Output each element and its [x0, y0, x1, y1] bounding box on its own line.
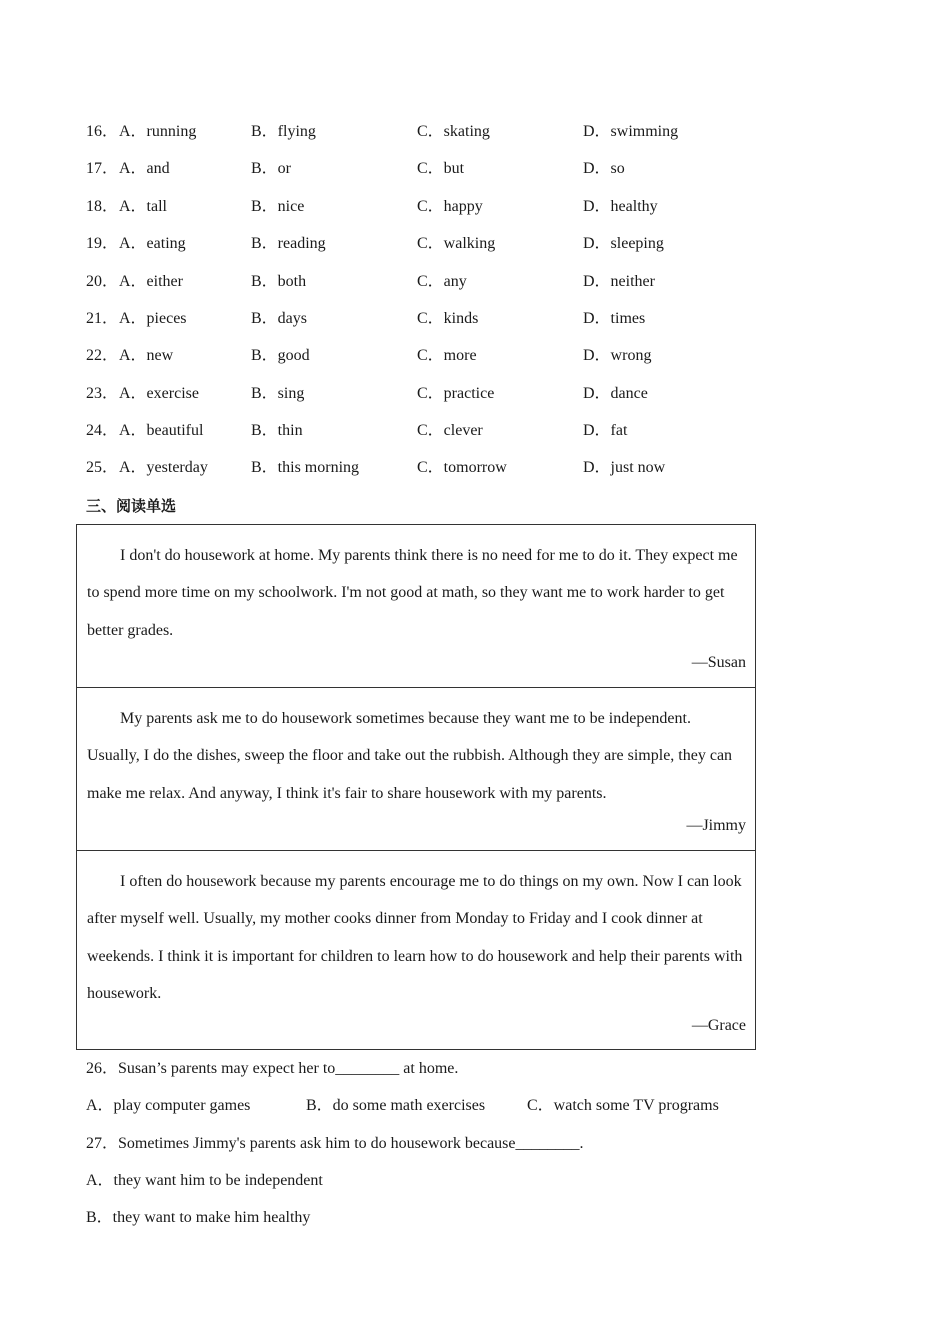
- option-row-25: [86, 456, 746, 480]
- option-row-17: [86, 157, 746, 181]
- question-27-stem: 27．Sometimes Jimmy's parents ask him to do housework because________.: [86, 1135, 584, 1152]
- passage-text: My parents ask me to do housework sometimes because they want me to be independent. Usually, I do the dishes, sweep the floor and take out the rubbish. Although they are simple, they can make me relax. And anyway, I think it's fair to share housework with my parents.: [87, 710, 733, 802]
- option-d[interactable]: D．just now: [583, 459, 666, 476]
- question-number: 24．: [86, 422, 119, 439]
- option-c[interactable]: C．skating: [417, 123, 490, 140]
- question-number: 20．: [86, 273, 119, 290]
- option-a[interactable]: A．they want him to be independent: [86, 1172, 323, 1189]
- question-number: 17．: [86, 160, 119, 177]
- option-d[interactable]: D．so: [583, 160, 625, 177]
- option-b[interactable]: B．thin: [251, 422, 303, 439]
- option-a[interactable]: A．tall: [119, 198, 167, 215]
- option-b[interactable]: B．good: [251, 347, 310, 364]
- option-c[interactable]: C．walking: [417, 235, 496, 252]
- option-b[interactable]: B．do some math exercises: [306, 1097, 486, 1114]
- option-a[interactable]: A．pieces: [119, 310, 187, 327]
- option-d[interactable]: D．healthy: [583, 198, 658, 215]
- question-26-options: [86, 1094, 746, 1118]
- option-row-19: [86, 232, 746, 256]
- passage-text: I often do housework because my parents encourage me to do things on my own. Now I can look after myself well. Usually, my mother cooks dinner from Monday to Friday and I cook dinner at weekends. I think it is important for children to learn how to do housework and help their parents with housework.: [87, 873, 743, 1003]
- option-c[interactable]: C．but: [417, 160, 465, 177]
- passage-author: —Susan: [691, 654, 746, 671]
- option-d[interactable]: D．sleeping: [583, 235, 664, 252]
- option-b[interactable]: B．both: [251, 273, 307, 290]
- question-number: 18．: [86, 198, 119, 215]
- option-row-23: [86, 382, 746, 406]
- option-a[interactable]: A．running: [119, 123, 197, 140]
- question-number: 25．: [86, 459, 119, 476]
- option-a[interactable]: A．new: [119, 347, 174, 364]
- option-a[interactable]: A．exercise: [119, 385, 199, 402]
- passage-grace: [76, 850, 756, 1050]
- option-d[interactable]: D．fat: [583, 422, 628, 439]
- option-c[interactable]: C．tomorrow: [417, 459, 507, 476]
- passage-susan: [76, 524, 756, 688]
- option-row-16: [86, 120, 746, 144]
- passage-jimmy: [76, 687, 756, 851]
- option-row-18: [86, 195, 746, 219]
- option-row-24: [86, 419, 746, 443]
- option-b[interactable]: B．days: [251, 310, 308, 327]
- option-row-21: [86, 307, 746, 331]
- option-b[interactable]: B．this morning: [251, 459, 360, 476]
- passage-text: I don't do housework at home. My parents think there is no need for me to do it. They expect me to spend more time on my schoolwork. I'm not good at math, so they want me to work harder to get better grades.: [87, 547, 738, 639]
- option-b[interactable]: B．sing: [251, 385, 305, 402]
- option-c[interactable]: C．happy: [417, 198, 483, 215]
- option-a[interactable]: A．either: [119, 273, 183, 290]
- option-a[interactable]: A．and: [119, 160, 170, 177]
- option-c[interactable]: C．watch some TV programs: [527, 1097, 719, 1114]
- option-a[interactable]: A．eating: [119, 235, 186, 252]
- option-a[interactable]: A．play computer games: [86, 1097, 251, 1114]
- option-b[interactable]: B．nice: [251, 198, 305, 215]
- option-d[interactable]: D．times: [583, 310, 646, 327]
- question-number: 22．: [86, 347, 119, 364]
- option-d[interactable]: D．neither: [583, 273, 655, 290]
- option-c[interactable]: C．more: [417, 347, 477, 364]
- option-d[interactable]: D．wrong: [583, 347, 652, 364]
- option-c[interactable]: C．practice: [417, 385, 495, 402]
- option-c[interactable]: C．kinds: [417, 310, 479, 327]
- question-number: 23．: [86, 385, 119, 402]
- question-number: 19．: [86, 235, 119, 252]
- option-c[interactable]: C．clever: [417, 422, 483, 439]
- section-title: 三、阅读单选: [86, 497, 177, 515]
- question-26-stem: 26．Susan’s parents may expect her to________ at home.: [86, 1060, 459, 1077]
- option-d[interactable]: D．dance: [583, 385, 648, 402]
- option-b[interactable]: B．reading: [251, 235, 326, 252]
- option-d[interactable]: D．swimming: [583, 123, 679, 140]
- option-b[interactable]: B．they want to make him healthy: [86, 1209, 311, 1226]
- option-row-22: [86, 344, 746, 368]
- option-a[interactable]: A．beautiful: [119, 422, 204, 439]
- option-c[interactable]: C．any: [417, 273, 467, 290]
- passage-author: —Grace: [691, 1017, 746, 1034]
- question-number: 21．: [86, 310, 119, 327]
- option-b[interactable]: B．or: [251, 160, 292, 177]
- option-row-20: [86, 270, 746, 294]
- passage-author: —Jimmy: [686, 817, 746, 834]
- question-number: 16．: [86, 123, 119, 140]
- option-b[interactable]: B．flying: [251, 123, 316, 140]
- option-a[interactable]: A．yesterday: [119, 459, 208, 476]
